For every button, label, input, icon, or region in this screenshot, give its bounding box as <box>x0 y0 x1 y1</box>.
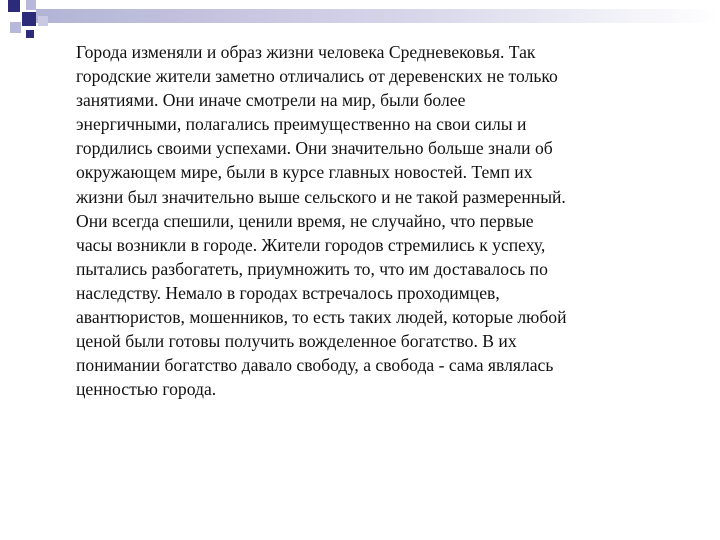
text-line: часы возникли в городе. Жители городов стремились к успеху, <box>76 234 546 255</box>
slide-text-block <box>76 40 676 401</box>
decor-square-dark-2 <box>22 12 36 26</box>
decor-square-light-2 <box>10 22 21 33</box>
text-line: гордились своими успехами. Они значительно больше знали об <box>76 138 553 159</box>
text-line: Они всегда спешили, ценили время, не случайно, что первые <box>76 210 534 231</box>
decor-square-light-3 <box>38 16 48 26</box>
header-gradient-band <box>36 9 720 23</box>
text-line: Города изменяли и образ жизни человека Средневековья. Так <box>76 42 536 62</box>
decor-square-light-1 <box>26 0 36 10</box>
text-line: пытались разбогатеть, приумножить то, что им доставалось по <box>76 258 548 279</box>
text-line: энергичными, полагались преимущественно на свои силы и <box>76 114 527 135</box>
text-line: наследству. Немало в городах встречалось проходимцев, <box>76 282 500 303</box>
text-line: жизни был значительно выше сельского и не такой размеренный. <box>76 186 566 207</box>
decor-square-dark-1 <box>8 0 20 12</box>
text-line: ценностью города. <box>76 379 217 400</box>
text-line: окружающем мире, были в курсе главных новостей. Темп их <box>76 162 533 183</box>
header-decoration <box>0 0 720 42</box>
text-line: понимании богатство давало свободу, а свобода - сама являлась <box>76 355 554 376</box>
text-line: занятиями. Они иначе смотрели на мир, были более <box>76 90 466 111</box>
decor-square-dark-3 <box>26 30 34 38</box>
text-line: городские жители заметно отличались от деревенских не только <box>76 66 558 87</box>
text-line: ценой были готовы получить вожделенное богатство. В их <box>76 331 517 352</box>
text-line: авантюристов, мошенников, то есть таких людей, которые любой <box>76 307 567 328</box>
